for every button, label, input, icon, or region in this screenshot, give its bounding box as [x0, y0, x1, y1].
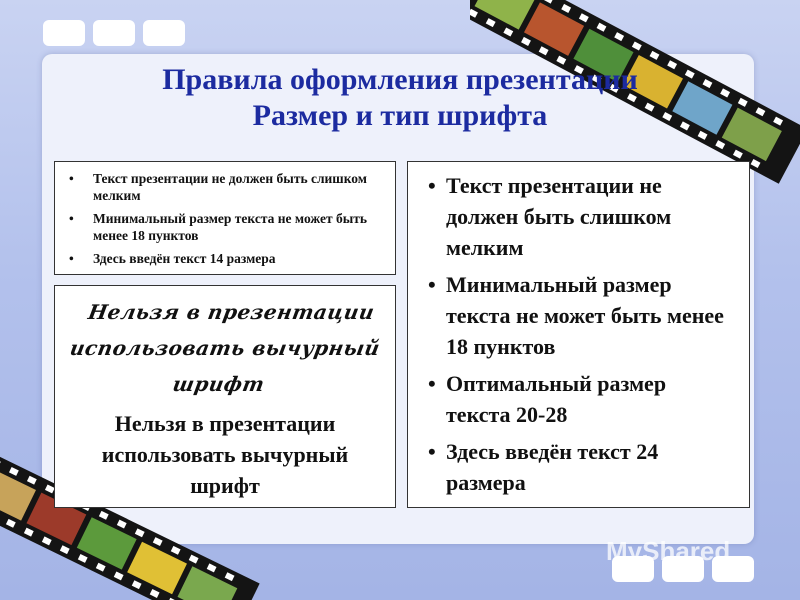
small-text-list: [55, 170, 385, 267]
list-item: • Текст презентации не должен быть слишком мелким: [93, 170, 385, 204]
watermark-logo: MyShared: [606, 536, 731, 566]
title-line-1: Правила оформления презентации: [162, 63, 638, 96]
list-item: • Оптимальный размер текста 20-28: [446, 368, 735, 430]
deco-tab: [43, 20, 85, 46]
slide-title: [0, 62, 800, 134]
plain-font-text: Нельзя в презентации использовать вычурный шрифт: [101, 411, 349, 498]
small-text-box: [54, 161, 396, 275]
large-text-box: [407, 161, 750, 508]
large-text-list: [408, 170, 735, 498]
fancy-font-box: [54, 285, 396, 508]
list-item: • Минимальный размер текста не может быть менее 18 пунктов: [93, 210, 385, 244]
deco-tab: [143, 20, 185, 46]
fancy-font-text: Нельзя в презентации использовать вычурный шрифт: [68, 300, 382, 396]
list-item: • Текст презентации не должен быть слишком мелким: [446, 170, 735, 263]
deco-tab: [93, 20, 135, 46]
list-item: • Минимальный размер текста не может быть менее 18 пунктов: [446, 269, 735, 362]
list-item: • Здесь введён текст 14 размера: [93, 250, 385, 267]
list-item: • Здесь введён текст 24 размера: [446, 436, 735, 498]
title-line-2: Размер и тип шрифта: [252, 99, 548, 132]
